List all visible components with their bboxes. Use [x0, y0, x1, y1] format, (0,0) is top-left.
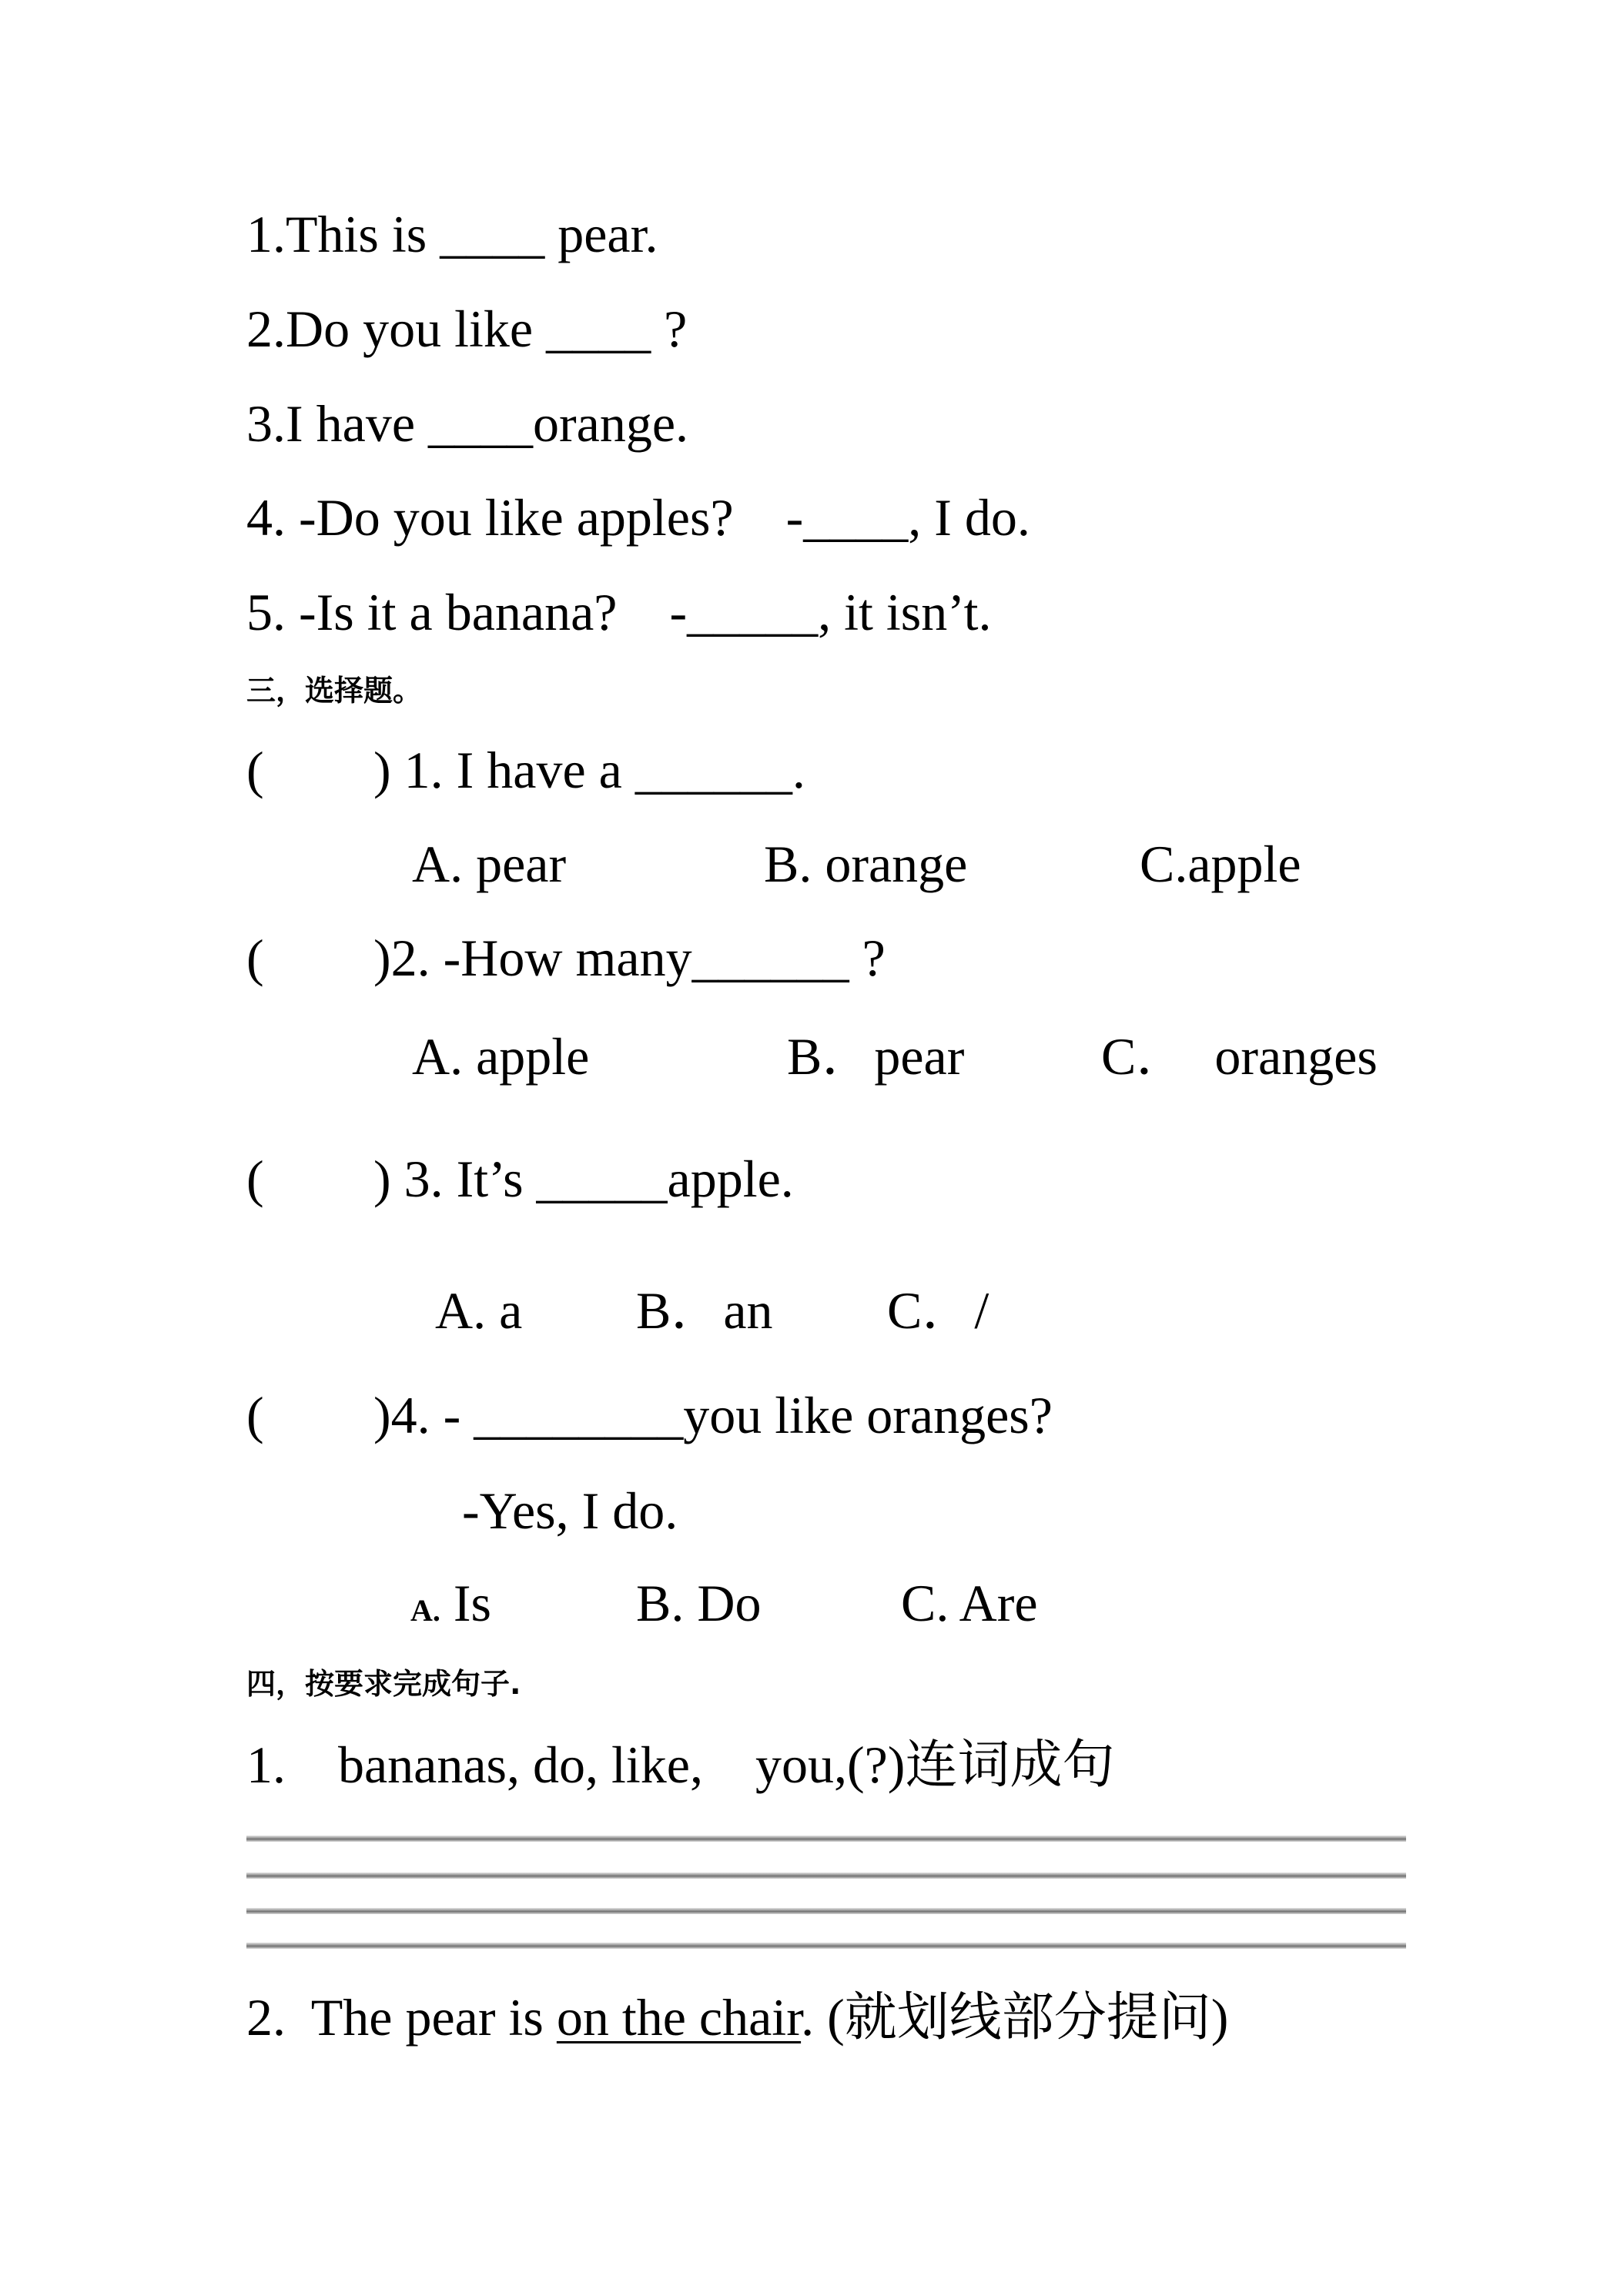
answer-line-3 — [246, 1908, 1406, 1914]
q1-paren: ( — [246, 741, 264, 799]
q1-stem: ) 1. I have a ______. — [373, 741, 805, 799]
q3-stem: ) 3. It’s _____apple. — [373, 1150, 794, 1208]
s4-q2-prefix: 2. The pear is — [246, 1988, 557, 2047]
q2-option-c: C． oranges — [1101, 1027, 1378, 1086]
q3-option-c: C．/ — [887, 1281, 989, 1340]
s4-q2-suffix: . (就划线部分提问) — [801, 1988, 1229, 2047]
q4-paren: ( — [246, 1386, 264, 1444]
section4-heading: 四，按要求完成句子. — [246, 1667, 521, 1701]
fill-blank-5: 5. -Is it a banana? -_____, it isn’t. — [246, 583, 992, 641]
q4-option-c: C. Are — [901, 1574, 1038, 1632]
q4-reply: -Yes, I do. — [462, 1481, 678, 1540]
q1-option-a: A. pear — [412, 835, 567, 893]
s4-q2-underlined: on the chair — [556, 1988, 802, 2047]
q2-option-b: B．pear — [787, 1027, 965, 1086]
q1-option-b: B. orange — [764, 835, 968, 893]
fill-blank-3: 3.I have ____orange. — [246, 394, 689, 453]
fill-blank-4: 4. -Do you like apples? -____, I do. — [246, 488, 1030, 547]
q4-option-a-letter: A. — [410, 1593, 440, 1628]
q2-option-a: A. apple — [412, 1027, 590, 1086]
q1-option-c: C.apple — [1140, 835, 1301, 893]
answer-line-2 — [246, 1873, 1406, 1879]
q2-stem: )2. -How many______ ? — [373, 929, 886, 987]
fill-blank-2: 2.Do you like ____ ? — [246, 300, 688, 358]
q4-option-a — [410, 1574, 491, 1632]
q3-option-a: A. a — [435, 1281, 523, 1340]
q3-option-b: B．an — [636, 1281, 773, 1340]
answer-line-1 — [246, 1836, 1406, 1842]
fill-blank-1: 1.This is ____ pear. — [246, 205, 658, 263]
s4-q2 — [246, 1988, 1229, 2047]
s4-q1: 1. bananas, do, like, you,(?)连词成句 — [246, 1735, 1115, 1794]
q4-option-a-word: Is — [440, 1574, 491, 1632]
q2-paren: ( — [246, 929, 264, 987]
section3-heading: 三，选择题。 — [246, 674, 423, 708]
q4-stem: )4. - ________you like oranges? — [373, 1386, 1053, 1444]
answer-line-4 — [246, 1943, 1406, 1949]
q4-option-b: B. Do — [636, 1574, 762, 1632]
q3-paren: ( — [246, 1150, 264, 1208]
